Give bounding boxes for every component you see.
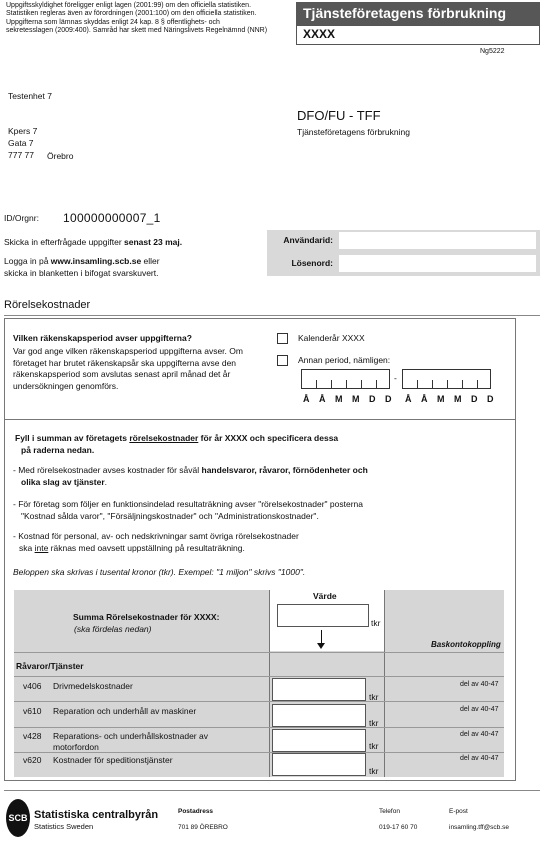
instruction-main: Fyll i summan av företagets rörelsekostnader för år XXXX och specificera dessa	[15, 433, 339, 443]
period-separator	[5, 419, 515, 420]
row-unit: tkr	[369, 718, 379, 728]
period-start-date[interactable]	[301, 369, 390, 389]
group-label: Råvaror/Tjänster	[16, 661, 84, 671]
row-code: v428	[23, 731, 42, 741]
email-value[interactable]: insamling.tff@scb.se	[449, 824, 509, 831]
login-box	[267, 230, 540, 276]
row-unit: tkr	[369, 741, 379, 751]
id-value: 100000000007_1	[63, 211, 161, 225]
row-code: v610	[23, 706, 42, 716]
period-question: Vilken räkenskapsperiod avser uppgifterna?	[13, 333, 192, 343]
recipient-city: Örebro	[47, 151, 74, 161]
section-divider	[4, 315, 540, 316]
row-bas: del av 40-47	[460, 755, 499, 762]
sum-unit: tkr	[371, 618, 381, 628]
row-code: v406	[23, 681, 42, 691]
period-text: Var god ange vilken räkenskapsperiod uppgifterna avser. Om företaget har brutet räkenskapsår ska uppgifterna avse den räkenskapsperiod som avslutas senast april månad det år undersökningen genomförs.	[13, 346, 243, 391]
email-label: E-post	[449, 808, 468, 815]
form-number: Ng5222	[480, 48, 505, 55]
instruction-bullet1: - Med rörelsekostnader avses kostnader för såväl handelsvaror, råvaror, förnödenheter och	[13, 465, 368, 475]
calendar-year-checkbox[interactable]	[277, 333, 288, 344]
sum-costs-input[interactable]	[277, 604, 369, 627]
row-label: Reparation och underhåll av maskiner	[53, 706, 197, 716]
end-date-format: Å Å M M D D	[405, 394, 494, 404]
insamling-link[interactable]: www.insamling.scb.se	[50, 256, 142, 266]
login-info: Logga in på www.insamling.scb.se eller	[4, 256, 160, 266]
recipient-line1: Kpers 7	[8, 126, 38, 136]
v406-input[interactable]	[272, 678, 366, 701]
row-unit: tkr	[369, 766, 379, 776]
survey-title: Tjänsteföretagens förbrukning	[296, 2, 540, 25]
v428-input[interactable]	[272, 729, 366, 752]
v620-input[interactable]	[272, 753, 366, 776]
postal-value: 701 89 ÖREBRO	[178, 824, 228, 831]
login-info-line2: skicka in blanketten i bifogat svarskuvert.	[4, 268, 159, 278]
instruction-bullet2: - För företag som följer en funktionsindelad resultaträkning avser "rörelsekostnader" posterna	[13, 499, 363, 509]
bas-header: Baskontokoppling	[431, 640, 501, 649]
org-name-en: Statistics Sweden	[34, 822, 94, 831]
calendar-year-label: Kalenderår XXXX	[298, 333, 365, 343]
other-period-checkbox[interactable]	[277, 355, 288, 366]
period-end-date[interactable]	[402, 369, 491, 389]
survey-code: XXXX	[296, 25, 540, 45]
recipient-name: Testenhet 7	[8, 91, 52, 101]
v610-input[interactable]	[272, 704, 366, 727]
id-label: ID/Orgnr:	[4, 213, 39, 223]
user-id-label: Användarid:	[283, 235, 333, 245]
phone-value: 019-17 60 70	[379, 824, 418, 831]
date-dash: -	[394, 373, 397, 383]
row-label: Drivmedelskostnader	[53, 681, 133, 691]
password-field[interactable]	[339, 255, 536, 272]
org-name: Statistiska centralbyrån	[34, 809, 159, 821]
form-subtitle: Tjänsteföretagens förbrukning	[297, 127, 410, 137]
phone-label: Telefon	[379, 808, 400, 815]
instruction-bullet1-line2: olika slag av tjänster.	[21, 477, 107, 487]
other-period-label: Annan period, nämligen:	[298, 355, 391, 365]
password-label: Lösenord:	[291, 258, 333, 268]
row-code: v620	[23, 755, 42, 765]
down-arrow-icon	[321, 630, 322, 644]
row-bas: del av 40-47	[460, 681, 499, 688]
row-label: Reparations- och underhållskostnader av	[53, 731, 208, 741]
section-title: Rörelsekostnader	[4, 299, 91, 311]
value-header: Värde	[313, 591, 337, 601]
instruction-main-line2: på raderna nedan.	[21, 445, 95, 455]
scb-logo: SCB	[6, 799, 30, 837]
row-label: Kostnader för speditionstjänster	[53, 755, 173, 765]
row-unit: tkr	[369, 692, 379, 702]
footer-divider	[4, 790, 540, 791]
recipient-postcode: 777 77	[8, 150, 34, 160]
sum-label: Summa Rörelsekostnader för XXXX:	[73, 612, 220, 622]
amount-note: Beloppen ska skrivas i tusental kronor (tkr). Exempel: "1 miljon" skrivs "1000".	[13, 567, 306, 577]
start-date-format: Å Å M M D D	[303, 394, 392, 404]
instruction-bullet3: - Kostnad för personal, av- och nedskrivningar samt övriga rörelsekostnader	[13, 531, 299, 541]
legal-notice: Uppgiftsskyldighet föreligger enligt lagen (2001:99) om den officiella statistiken. Statistiken regleras även av förordningen (2001:100) om den officiella statistiken. Uppgifterna som lämnas skyddas enligt 24 kap. 8 § offentlighets- och sekretesslagen (2009:400). Samråd har skett med Näringslivets Regelnämnd (NNR)	[6, 2, 268, 34]
instruction-bullet2-line2: "Kostnad sålda varor", "Försäljningskostnader" och "Administrationskostnader".	[21, 511, 319, 521]
row-bas: del av 40-47	[460, 731, 499, 738]
row-label-line2: motorfordon	[53, 742, 99, 752]
recipient-line2: Gata 7	[8, 138, 34, 148]
postal-label: Postadress	[178, 808, 214, 815]
sum-sublabel: (ska fördelas nedan)	[74, 624, 152, 634]
send-deadline: Skicka in efterfrågade uppgifter senast 23 maj.	[4, 237, 183, 247]
row-bas: del av 40-47	[460, 706, 499, 713]
instruction-bullet3-line2: ska inte räknas med oavsett uppställning på resultaträkning.	[19, 543, 245, 553]
user-id-field[interactable]	[339, 232, 536, 249]
form-code: DFO/FU - TFF	[297, 108, 381, 123]
